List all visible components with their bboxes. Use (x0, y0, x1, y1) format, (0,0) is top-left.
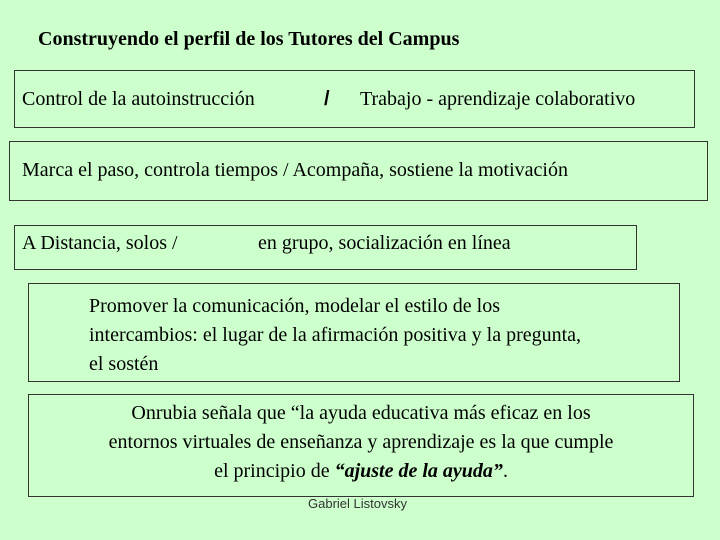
separator-slash: / (324, 88, 330, 110)
author-footer: Gabriel Listovsky (308, 496, 407, 511)
quote-emphasis: “ajuste de la ayuda” (334, 460, 503, 482)
onrubia-quote-box (28, 394, 694, 497)
communication-line: intercambios: el lugar de la afirmación positiva y la pregunta, (89, 324, 582, 346)
autoinstruction-text: Control de la autoinstrucción (22, 88, 255, 110)
contrast-box-distance (14, 225, 637, 270)
quote-line-prefix: el principio de (214, 460, 335, 482)
communication-box (28, 283, 680, 382)
distance-alone-text: A Distancia, solos / (22, 232, 178, 254)
group-socialization-text: en grupo, socialización en línea (258, 232, 511, 254)
contrast-box-pace (9, 141, 708, 201)
quote-line: Onrubia señala que “la ayuda educativa más eficaz en los (131, 402, 591, 424)
pace-motivation-text: Marca el paso, controla tiempos / Acompaña, sostiene la motivación (22, 159, 568, 181)
quote-line: entornos virtuales de enseñanza y aprendizaje es la que cumple (108, 431, 614, 453)
communication-line: Promover la comunicación, modelar el estilo de los (89, 295, 500, 317)
quote-line (29, 457, 693, 486)
collaborative-learning-text: Trabajo - aprendizaje colaborativo (360, 88, 636, 110)
slide-title: Construyendo el perfil de los Tutores del Campus (38, 28, 460, 50)
quote-line-suffix: . (502, 460, 508, 482)
communication-line: el sostén (89, 353, 159, 375)
contrast-box-autoinstruction (14, 70, 695, 128)
